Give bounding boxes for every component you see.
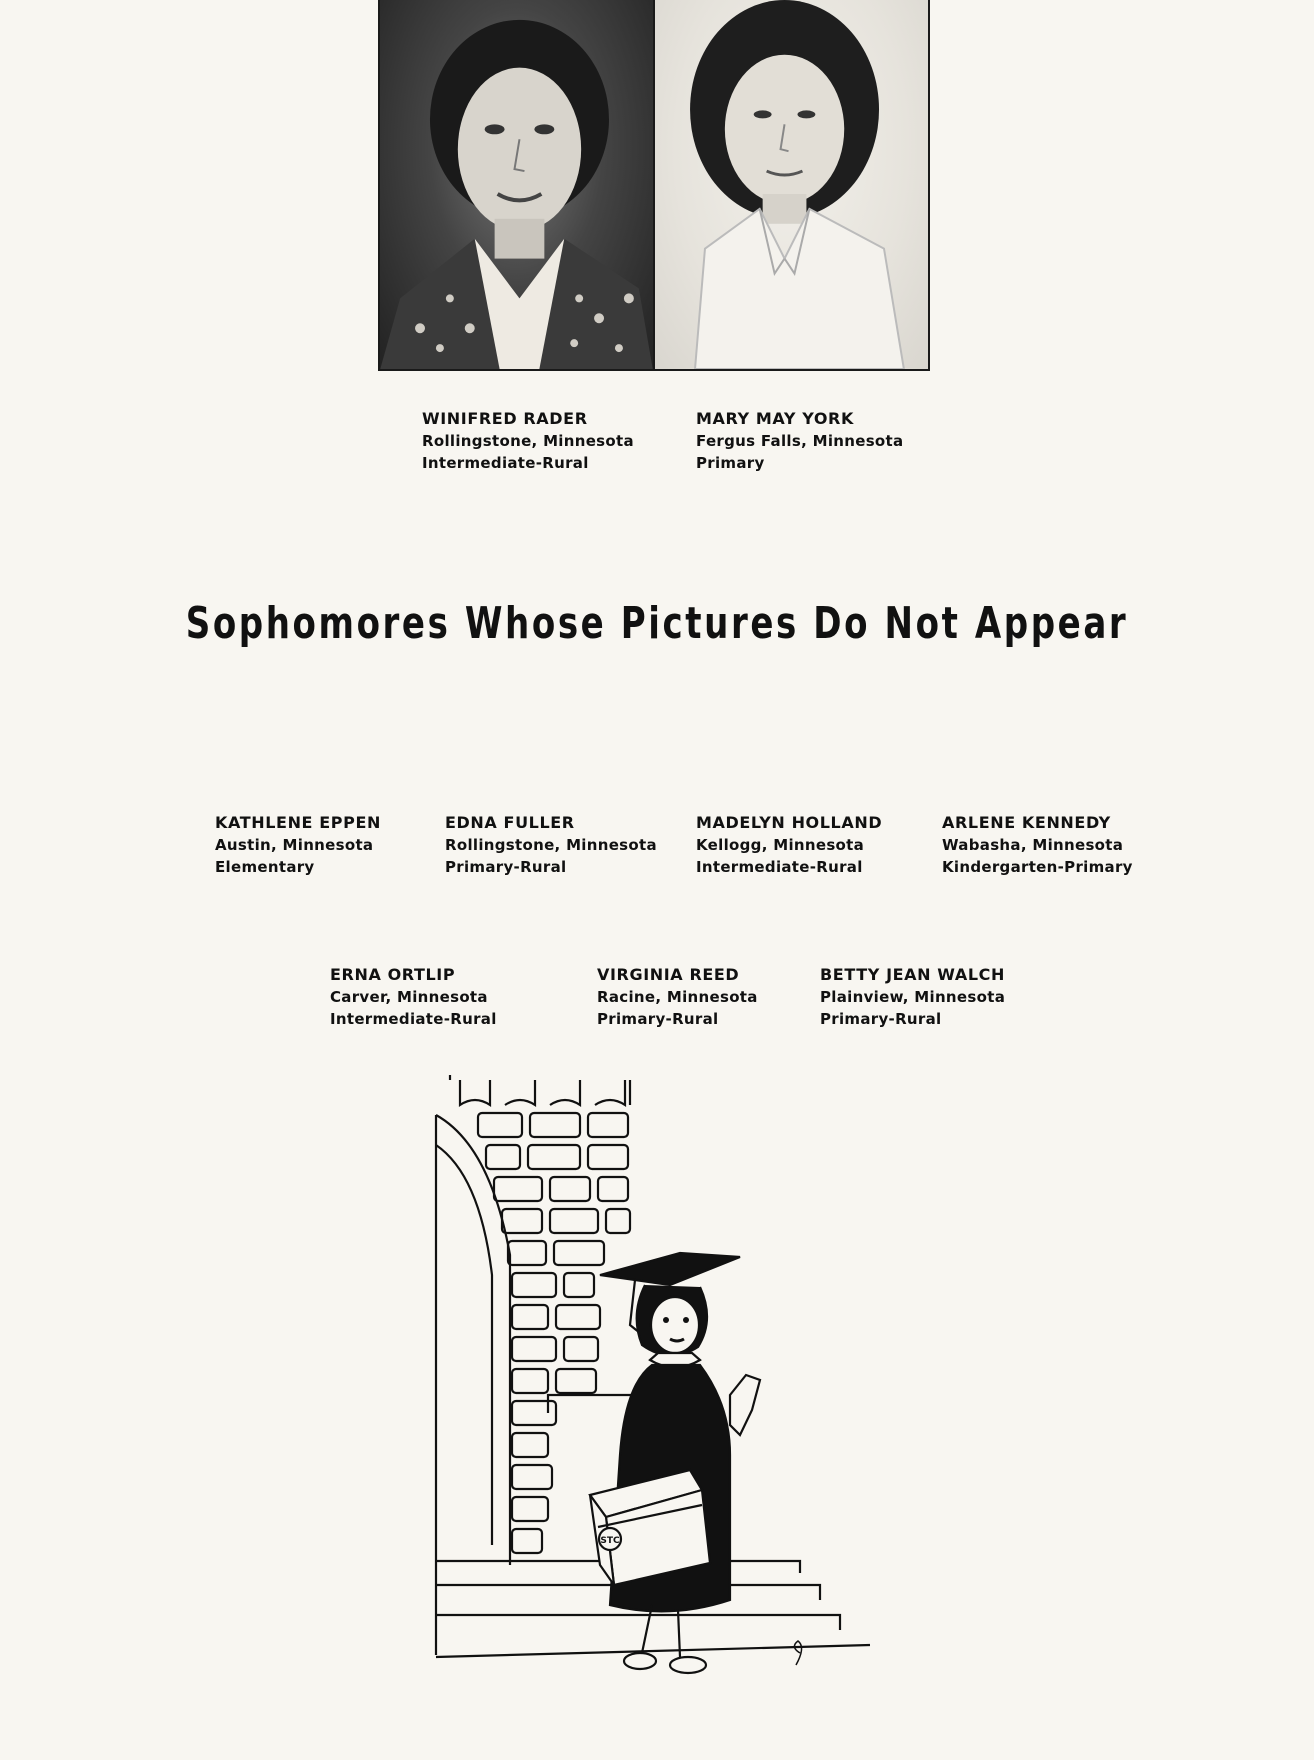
student-name: BETTY JEAN WALCH bbox=[820, 965, 1005, 984]
student-name: KATHLENE EPPEN bbox=[215, 813, 381, 832]
student-name: WINIFRED RADER bbox=[422, 409, 588, 428]
student-town: Rollingstone, Minnesota bbox=[445, 836, 657, 854]
student-course: Primary-Rural bbox=[820, 1010, 942, 1028]
student-course: Elementary bbox=[215, 858, 315, 876]
student-name: ARLENE KENNEDY bbox=[942, 813, 1111, 832]
entry-kathlene-eppen bbox=[215, 812, 381, 878]
gift-box bbox=[590, 1470, 710, 1585]
student-course: Intermediate-Rural bbox=[422, 454, 589, 472]
student-name: ERNA ORTLIP bbox=[330, 965, 456, 984]
portrait-photo-winifred-rader bbox=[380, 0, 655, 369]
entry-arlene-kennedy bbox=[942, 812, 1133, 878]
student-name: EDNA FULLER bbox=[445, 813, 575, 832]
entry-virginia-reed bbox=[597, 964, 758, 1030]
diploma-scroll bbox=[730, 1375, 760, 1435]
portrait-illustration-right bbox=[655, 0, 928, 369]
student-course: Kindergarten-Primary bbox=[942, 858, 1133, 876]
student-town: Racine, Minnesota bbox=[597, 988, 758, 1006]
entry-madelyn-holland bbox=[696, 812, 882, 878]
student-course: Primary-Rural bbox=[597, 1010, 719, 1028]
student-town: Wabasha, Minnesota bbox=[942, 836, 1124, 854]
entry-edna-fuller bbox=[445, 812, 657, 878]
caption-winifred-rader bbox=[422, 408, 634, 474]
entry-erna-ortlip bbox=[330, 964, 497, 1030]
box-badge: STC bbox=[600, 1536, 620, 1546]
caption-mary-may-york bbox=[696, 408, 903, 474]
student-town: Austin, Minnesota bbox=[215, 836, 374, 854]
face bbox=[651, 1297, 699, 1353]
student-town: Plainview, Minnesota bbox=[820, 988, 1006, 1006]
student-town: Kellogg, Minnesota bbox=[696, 836, 865, 854]
mortarboard bbox=[600, 1253, 740, 1285]
student-course: Primary-Rural bbox=[445, 858, 567, 876]
brick-wall bbox=[450, 1075, 630, 1553]
student-course: Intermediate-Rural bbox=[696, 858, 863, 876]
section-heading: Sophomores Whose Pictures Do Not Appear bbox=[185, 598, 1129, 649]
student-name: MARY MAY YORK bbox=[696, 409, 854, 428]
student-town: Fergus Falls, Minnesota bbox=[696, 432, 904, 450]
right-shoe bbox=[670, 1657, 706, 1673]
student-course: Intermediate-Rural bbox=[330, 1010, 497, 1028]
arch-outer-line bbox=[436, 1115, 510, 1565]
artist-monogram bbox=[794, 1641, 801, 1665]
student-town: Rollingstone, Minnesota bbox=[422, 432, 634, 450]
portrait-photo-mary-may-york bbox=[655, 0, 928, 369]
left-shoe bbox=[624, 1653, 656, 1669]
graduate-illustration bbox=[430, 1075, 900, 1695]
student-name: VIRGINIA REED bbox=[597, 965, 740, 984]
portrait-illustration-left bbox=[380, 0, 653, 369]
entry-betty-jean-walch bbox=[820, 964, 1005, 1030]
arch-inner-line bbox=[436, 1145, 492, 1545]
portrait-frame bbox=[378, 0, 930, 371]
student-town: Carver, Minnesota bbox=[330, 988, 488, 1006]
student-course: Primary bbox=[696, 454, 765, 472]
legs bbox=[642, 1605, 680, 1657]
student-name: MADELYN HOLLAND bbox=[696, 813, 883, 832]
